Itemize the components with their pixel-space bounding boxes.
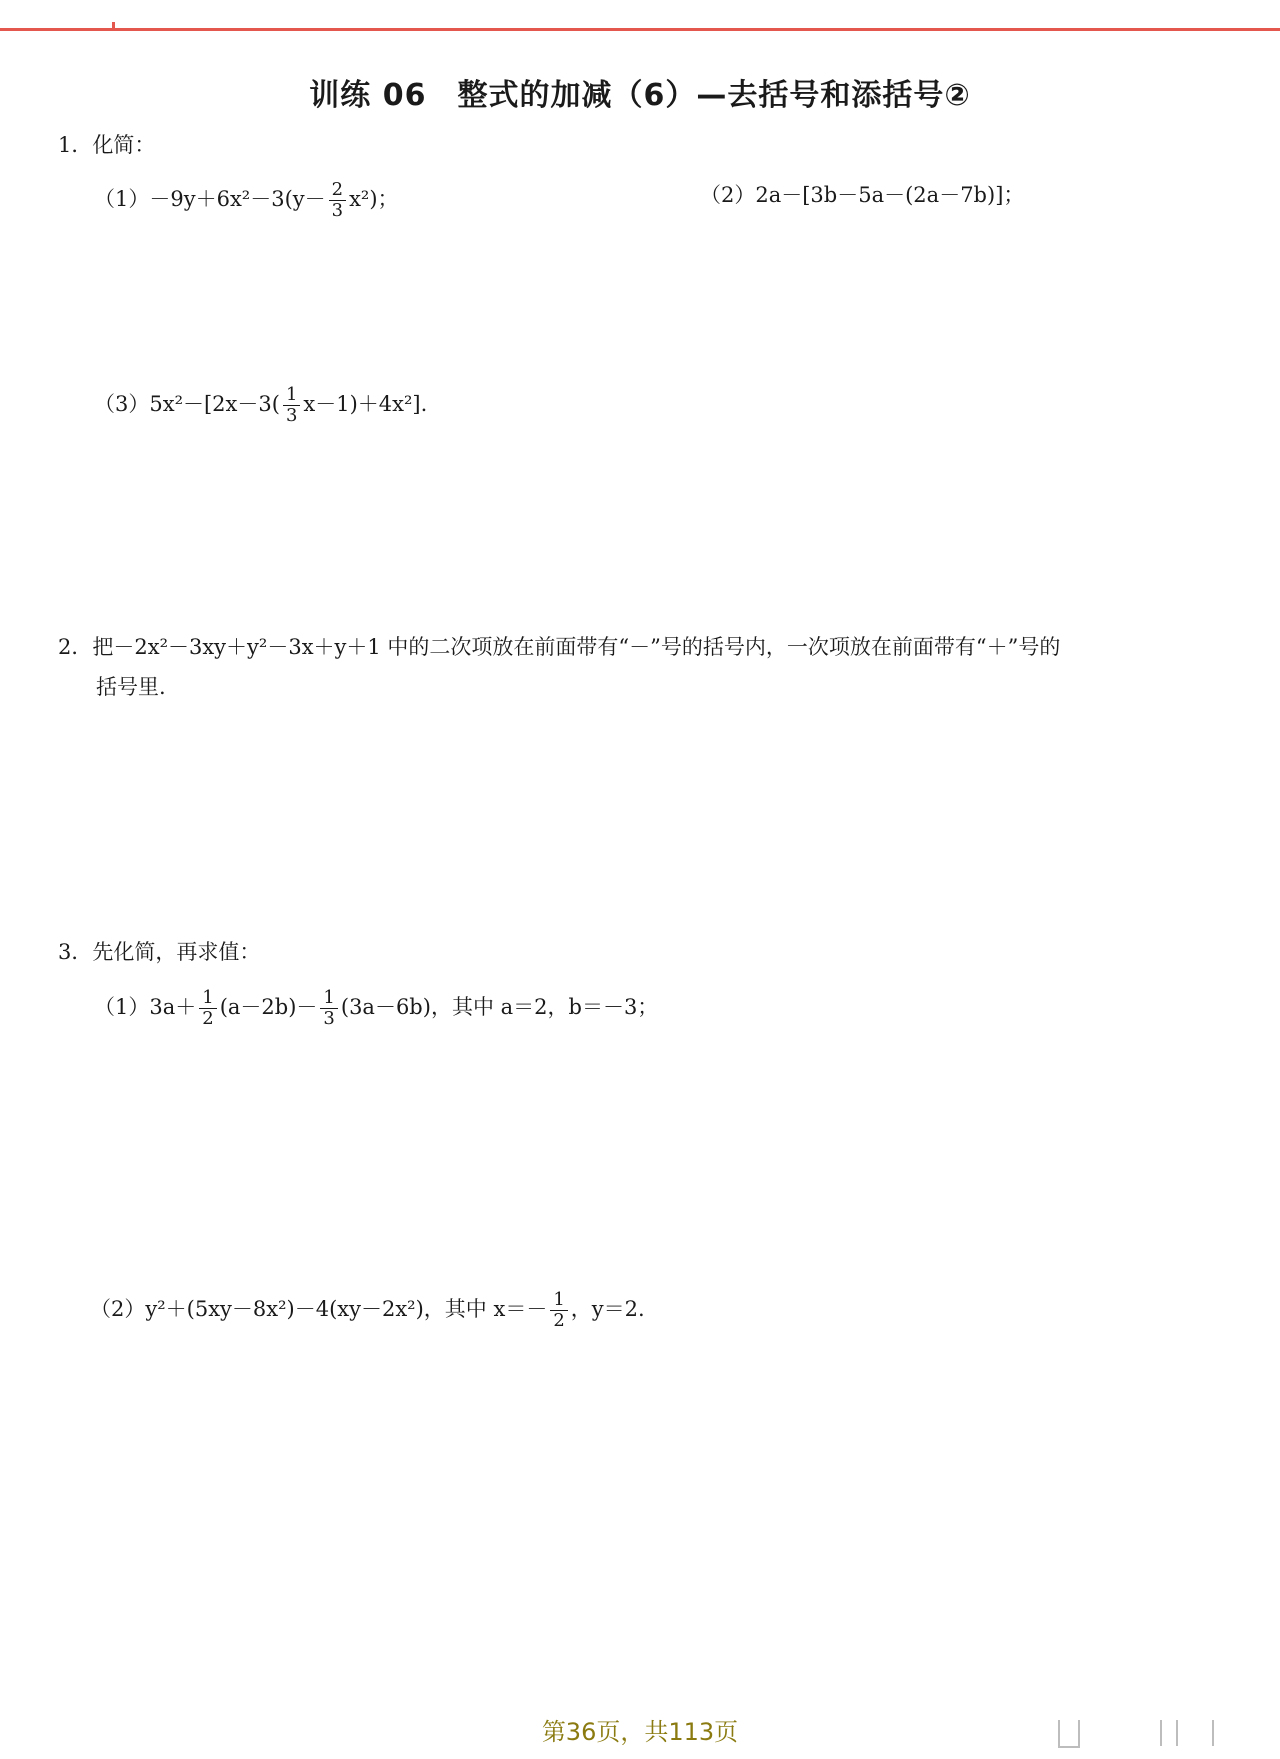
- fraction-denominator: 2: [553, 1310, 565, 1331]
- q1-part1-fraction: [329, 180, 346, 221]
- q1-part1: [94, 180, 399, 221]
- q3-part1-fraction-b: [320, 988, 337, 1029]
- q1-part3-lead: （3）5x²－[2x－3(: [94, 392, 280, 416]
- q3-part1: [94, 988, 658, 1029]
- q1-part1-tail: x²)；: [349, 187, 399, 211]
- fraction-denominator: 3: [285, 405, 298, 426]
- fraction-denominator: 2: [202, 1008, 214, 1029]
- q1-intro: 1．化简：: [58, 133, 156, 157]
- q3-part1-mid: (a－2b)－: [219, 995, 318, 1019]
- q1-part3-fraction: [283, 385, 300, 426]
- q1-part3: [94, 385, 427, 426]
- top-rule: [0, 28, 1280, 31]
- fraction-numerator: 1: [199, 988, 216, 1009]
- q3-part1-lead: （1）3a＋: [94, 995, 197, 1019]
- page-title: 训练 06 整式的加减（6）—去括号和添括号②: [309, 78, 971, 113]
- viewer-control-icon[interactable]: [1212, 1720, 1244, 1746]
- fraction-numerator: 1: [283, 385, 300, 406]
- q3-part2: [90, 1290, 645, 1331]
- q2-line1: 2．把－2x²－3xy＋y²－3x＋y＋1 中的二次项放在前面带有“－”号的括号内，一次项放在前面带有“＋”号的: [58, 635, 1061, 659]
- fraction-numerator: 1: [320, 988, 337, 1009]
- q1-part1-lead: （1）－9y＋6x²－3(y－: [94, 187, 326, 211]
- page-indicator: 第36页，共113页: [541, 1718, 739, 1746]
- fraction-denominator: 3: [331, 200, 344, 221]
- viewer-control-icon[interactable]: [1058, 1720, 1080, 1748]
- top-rule-mark: [112, 22, 115, 31]
- q3-part2-lead: （2）y²＋(5xy－8x²)－4(xy－2x²)，其中 x＝－: [90, 1297, 548, 1321]
- fraction-numerator: 2: [329, 180, 346, 201]
- viewer-control-icon[interactable]: [1160, 1720, 1178, 1746]
- q3-part2-fraction: [550, 1290, 567, 1331]
- q1-part2: （2）2a－[3b－5a－(2a－7b)]；: [700, 183, 1025, 207]
- q1-part3-tail: x－1)＋4x²].: [303, 392, 428, 416]
- fraction-denominator: 3: [323, 1008, 335, 1029]
- q3-intro: 3．先化简，再求值：: [58, 940, 261, 964]
- q3-part1-fraction-a: [199, 988, 216, 1029]
- q2-line2: 括号里.: [96, 675, 166, 699]
- fraction-numerator: 1: [550, 1290, 567, 1311]
- q3-part1-tail: (3a－6b)，其中 a＝2，b＝－3；: [340, 995, 659, 1019]
- q3-part2-tail: ，y＝2.: [570, 1297, 645, 1321]
